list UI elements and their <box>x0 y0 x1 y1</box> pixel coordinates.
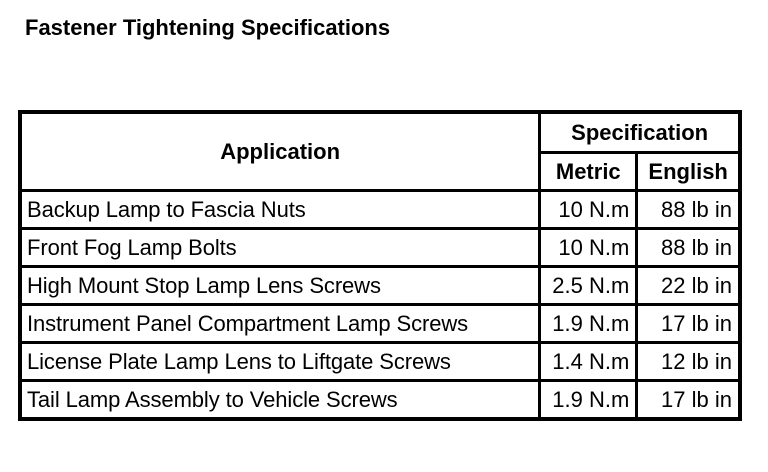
english-cell: 88 lb in <box>637 191 740 229</box>
english-cell: 88 lb in <box>637 229 740 267</box>
application-cell: High Mount Stop Lamp Lens Screws <box>20 267 540 305</box>
metric-header: Metric <box>540 153 637 191</box>
metric-cell: 10 N.m <box>540 191 637 229</box>
application-cell: Instrument Panel Compartment Lamp Screws <box>20 305 540 343</box>
table-row <box>20 267 740 305</box>
english-cell: 17 lb in <box>637 381 740 420</box>
table-row <box>20 229 740 267</box>
application-header: Application <box>20 112 540 191</box>
application-cell: License Plate Lamp Lens to Liftgate Screws <box>20 343 540 381</box>
application-cell: Backup Lamp to Fascia Nuts <box>20 191 540 229</box>
table-row <box>20 305 740 343</box>
fastener-spec-table <box>18 110 742 421</box>
application-cell: Tail Lamp Assembly to Vehicle Screws <box>20 381 540 420</box>
metric-cell: 10 N.m <box>540 229 637 267</box>
table-row <box>20 343 740 381</box>
application-cell: Front Fog Lamp Bolts <box>20 229 540 267</box>
metric-cell: 2.5 N.m <box>540 267 637 305</box>
table-row <box>20 381 740 420</box>
page-title: Fastener Tightening Specifications <box>25 15 391 40</box>
english-cell: 17 lb in <box>637 305 740 343</box>
metric-cell: 1.9 N.m <box>540 305 637 343</box>
metric-cell: 1.4 N.m <box>540 343 637 381</box>
english-cell: 22 lb in <box>637 267 740 305</box>
table-row <box>20 191 740 229</box>
metric-cell: 1.9 N.m <box>540 381 637 420</box>
english-cell: 12 lb in <box>637 343 740 381</box>
english-header: English <box>637 153 740 191</box>
specification-header: Specification <box>540 112 740 153</box>
